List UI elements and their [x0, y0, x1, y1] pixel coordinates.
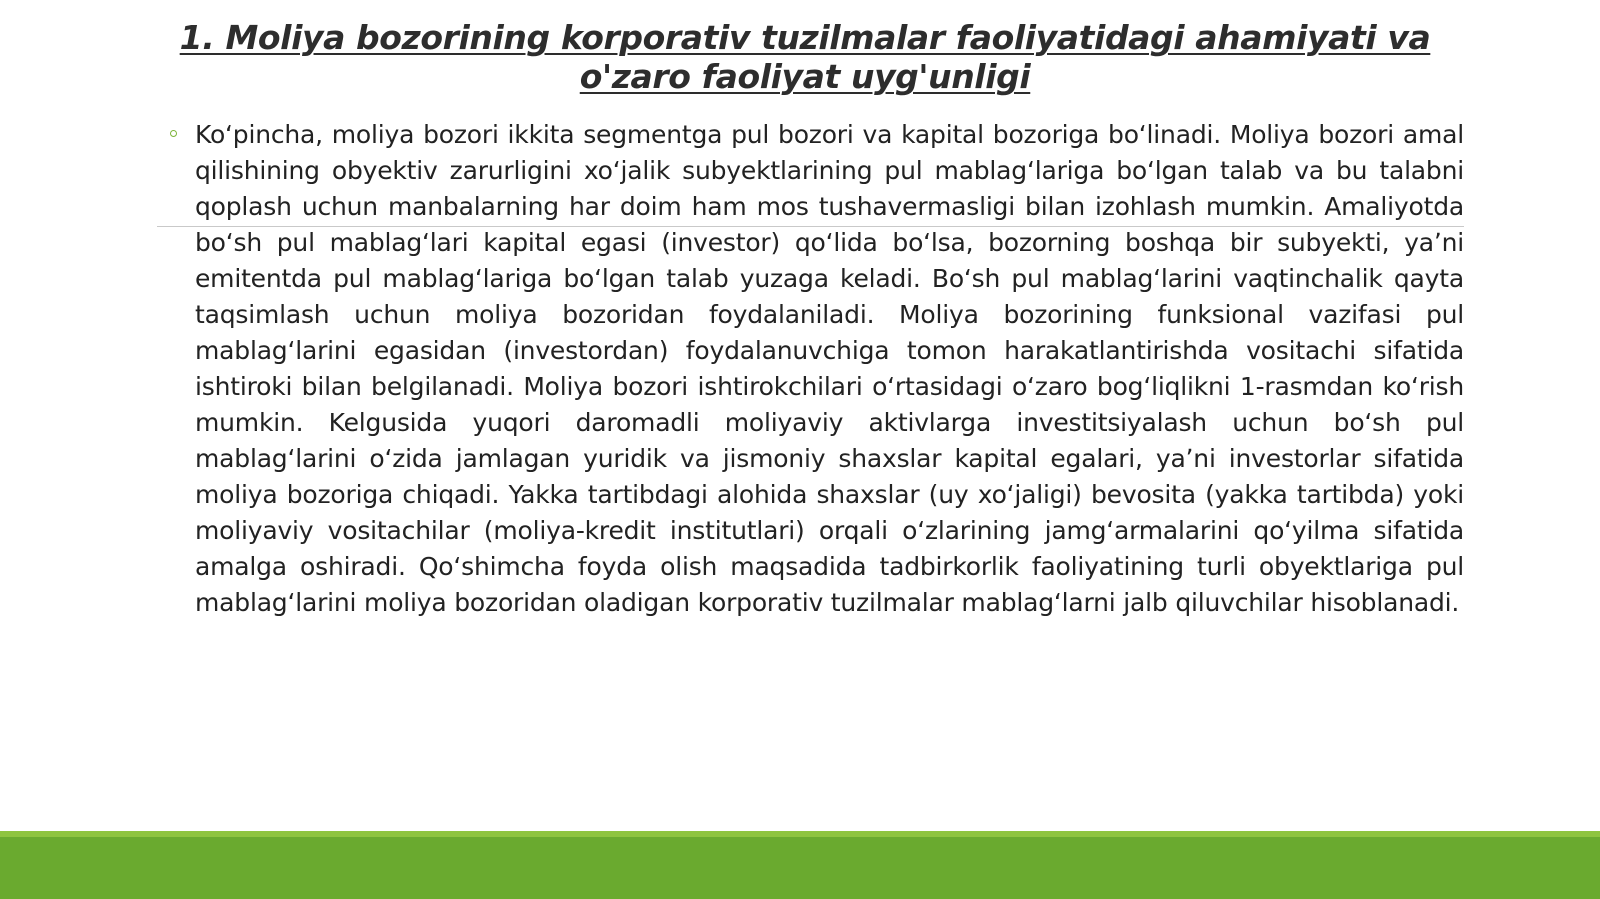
slide-title: 1. Moliya bozorining korporativ tuzilmalar faoliyatidagi ahamiyati va o'zaro faoliyat uyg'unligi — [179, 18, 1431, 96]
bullet-circle-icon — [170, 130, 177, 137]
slide-content — [170, 117, 1464, 621]
body-paragraph: Koʻpincha, moliya bozori ikkita segmentga pul bozori va kapital bozoriga boʻlinadi. Moliya bozori amal qilishining obyektiv zarurligini xoʻjalik subyektlarining pul mablagʻlariga boʻlgan talab va bu talabni qoplash uchun manbalarning har doim ham mos tushavermasligi bilan izohlash mumkin. Amaliyotda boʻsh pul mablagʻlari kapital egasi (investor) qoʻlida boʻlsa, bozorning boshqa bir subyekti, yaʼni emitentda pul mablagʻlariga boʻlgan talab yuzaga keladi. Boʻsh pul mablagʻlarini vaqtinchalik qayta taqsimlash uchun moliya bozoridan foydalaniladi. Moliya bozorining funksional vazifasi pul mablagʻlarini egasidan (investordan) foydalanuvchiga tomon harakatlantirishda vositachi sifatida ishtiroki bilan belgilanadi. Moliya bozori ishtirokchilari oʻrtasidagi oʻzaro bogʻliqlikni 1-rasmdan koʻrish mumkin. Kelgusida yuqori daromadli moliyaviy aktivlarga investitsiyalash uchun boʻsh pul mablagʻlarini oʻzida jamlagan yuridik va jismoniy shaxslar kapital egalari, yaʼni investorlar sifatida moliya bozoriga chiqadi. Yakka tartibdagi alohida shaxslar (uy xoʻjaligi) bevosita (yakka tartibda) yoki moliyaviy vositachilar (moliya-kredit institutlari) orqali oʻzlarining jamgʻarmalarini qoʻyilma sifatida amalga oshiradi. Qoʻshimcha foyda olish maqsadida tadbirkorlik faoliyatining turli obyektlariga pul mablagʻlarini moliya bozoridan oladigan korporativ tuzilmalar mablagʻlarni jalb qiluvchilar hisoblanadi. — [195, 120, 1464, 617]
footer-band — [0, 837, 1600, 899]
